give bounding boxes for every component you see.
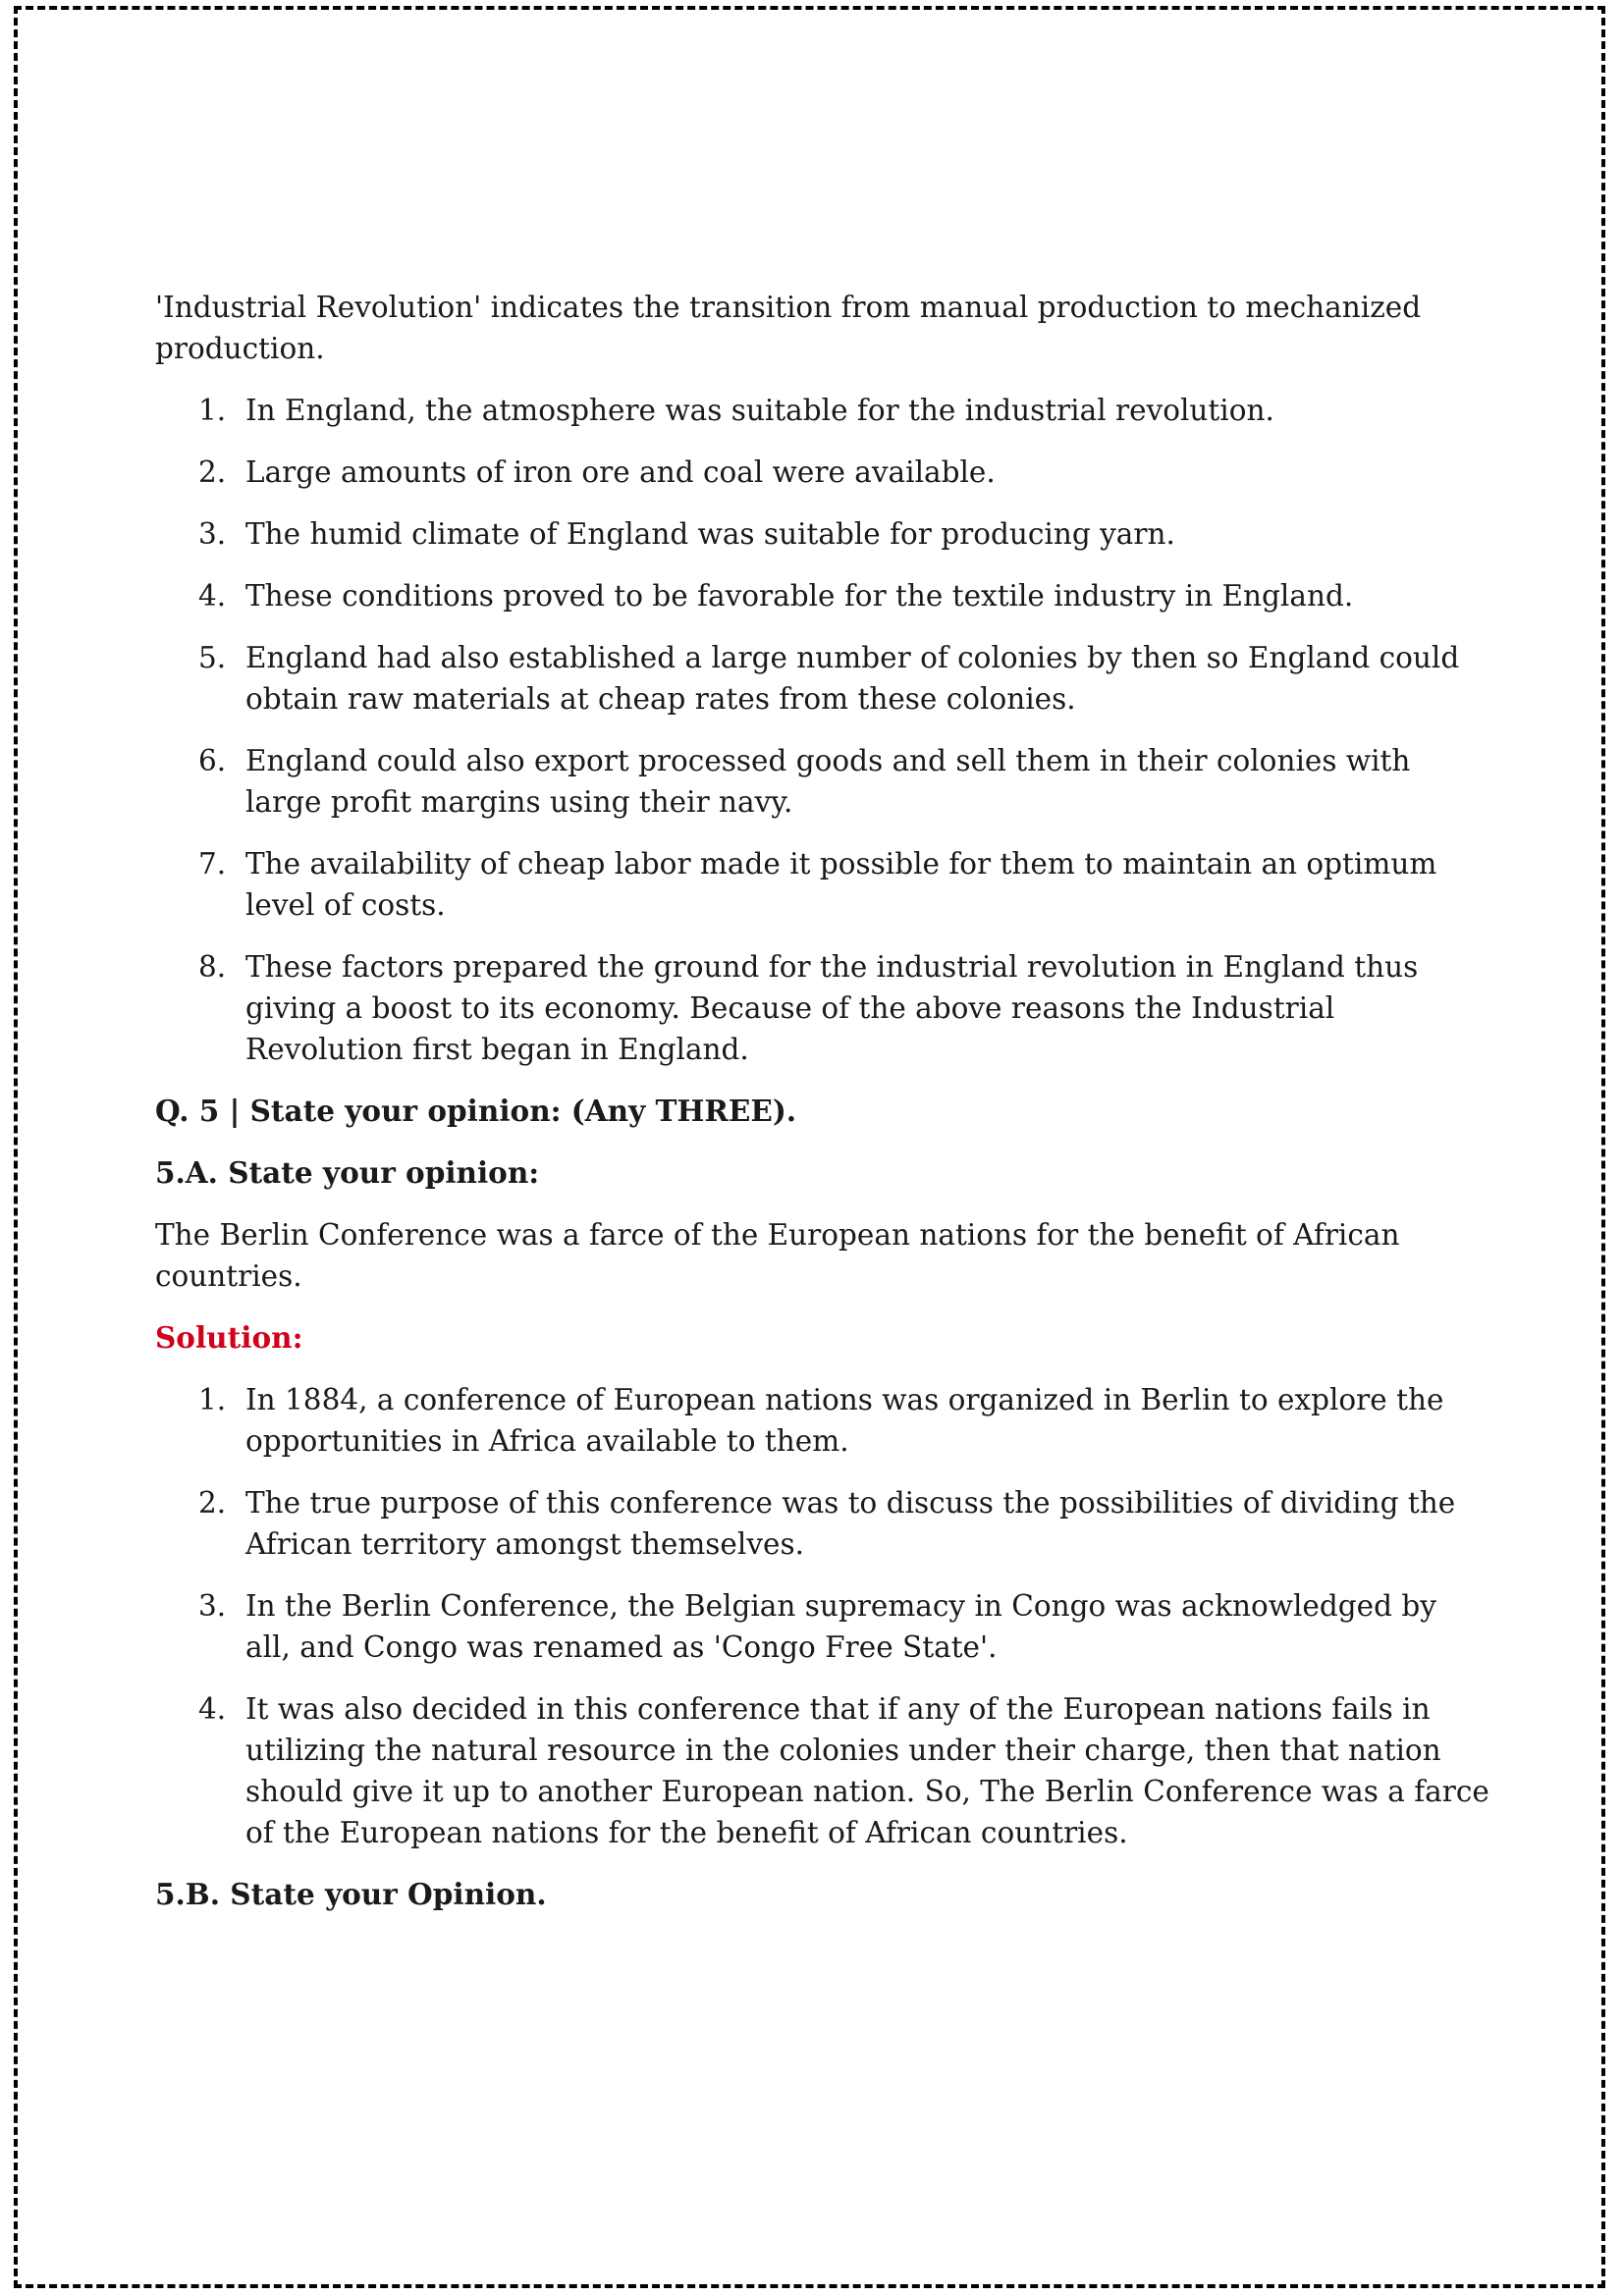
list-item-text: The true purpose of this conference was to discuss the possibilities of dividing the African territory amongst themselves. — [245, 1486, 1456, 1561]
question-5a-statement: The Berlin Conference was a farce of the European nations for the benefit of African countries. — [155, 1218, 1400, 1293]
list-item-number: 5. — [198, 641, 227, 674]
solution-label: Solution: — [155, 1320, 303, 1355]
list-item-text: The humid climate of England was suitable for producing yarn. — [245, 517, 1175, 551]
question-5a-heading: 5.A. State your opinion: — [155, 1155, 540, 1190]
solution-list — [155, 1379, 1490, 1853]
list-item — [155, 390, 1490, 431]
list-item-number: 1. — [198, 394, 227, 427]
list-item-text: These conditions proved to be favorable for the textile industry in England. — [245, 579, 1354, 613]
intro-paragraph: 'Industrial Revolution' indicates the transition from manual production to mechanized production. — [155, 291, 1422, 365]
list-item-number: 1. — [198, 1383, 227, 1416]
question-5b-heading: 5.B. State your Opinion. — [155, 1877, 547, 1911]
list-item-text: The availability of cheap labor made it possible for them to maintain an optimum level of costs. — [245, 847, 1437, 922]
list-item — [155, 513, 1490, 555]
industrial-revolution-list — [155, 390, 1490, 1070]
list-item — [155, 1585, 1490, 1668]
list-item-number: 6. — [198, 744, 227, 777]
question-5-heading: Q. 5 | State your opinion: (Any THREE). — [155, 1094, 797, 1128]
list-item-number: 8. — [198, 950, 227, 984]
list-item-text: It was also decided in this conference that if any of the European nations fails in utilizing the natural resource in the colonies under their charge, then that nation should give it up to another European nation. So, The Berlin Conference was a farce of the European nations for the benefit of African countries. — [245, 1692, 1489, 1849]
list-item-number: 3. — [198, 517, 227, 551]
list-item — [155, 1482, 1490, 1565]
list-item-text: Large amounts of iron ore and coal were available. — [245, 455, 996, 489]
list-item-number: 4. — [198, 1692, 227, 1726]
list-item-text: In England, the atmosphere was suitable for the industrial revolution. — [245, 394, 1274, 427]
list-item-text: England had also established a large number of colonies by then so England could obtain raw materials at cheap rates from these colonies. — [245, 641, 1460, 716]
list-item — [155, 575, 1490, 616]
list-item — [155, 740, 1490, 823]
list-item-number: 2. — [198, 1486, 227, 1520]
document-content — [155, 287, 1490, 1936]
list-item-text: These factors prepared the ground for the industrial revolution in England thus giving a boost to its economy. Because of the above reasons the Industrial Revolution first began in England. — [245, 950, 1419, 1066]
list-item-number: 4. — [198, 579, 227, 613]
list-item — [155, 637, 1490, 720]
list-item-text: England could also export processed goods and sell them in their colonies with large profit margins using their navy. — [245, 744, 1411, 819]
list-item — [155, 946, 1490, 1070]
list-item — [155, 452, 1490, 493]
list-item-number: 3. — [198, 1589, 227, 1623]
list-item-text: In 1884, a conference of European nations was organized in Berlin to explore the opportunities in Africa available to them. — [245, 1383, 1444, 1458]
list-item — [155, 1379, 1490, 1462]
list-item — [155, 1688, 1490, 1853]
list-item — [155, 843, 1490, 926]
list-item-number: 7. — [198, 847, 227, 881]
list-item-text: In the Berlin Conference, the Belgian supremacy in Congo was acknowledged by all, and Congo was renamed as 'Congo Free State'. — [245, 1589, 1436, 1664]
list-item-number: 2. — [198, 455, 227, 489]
